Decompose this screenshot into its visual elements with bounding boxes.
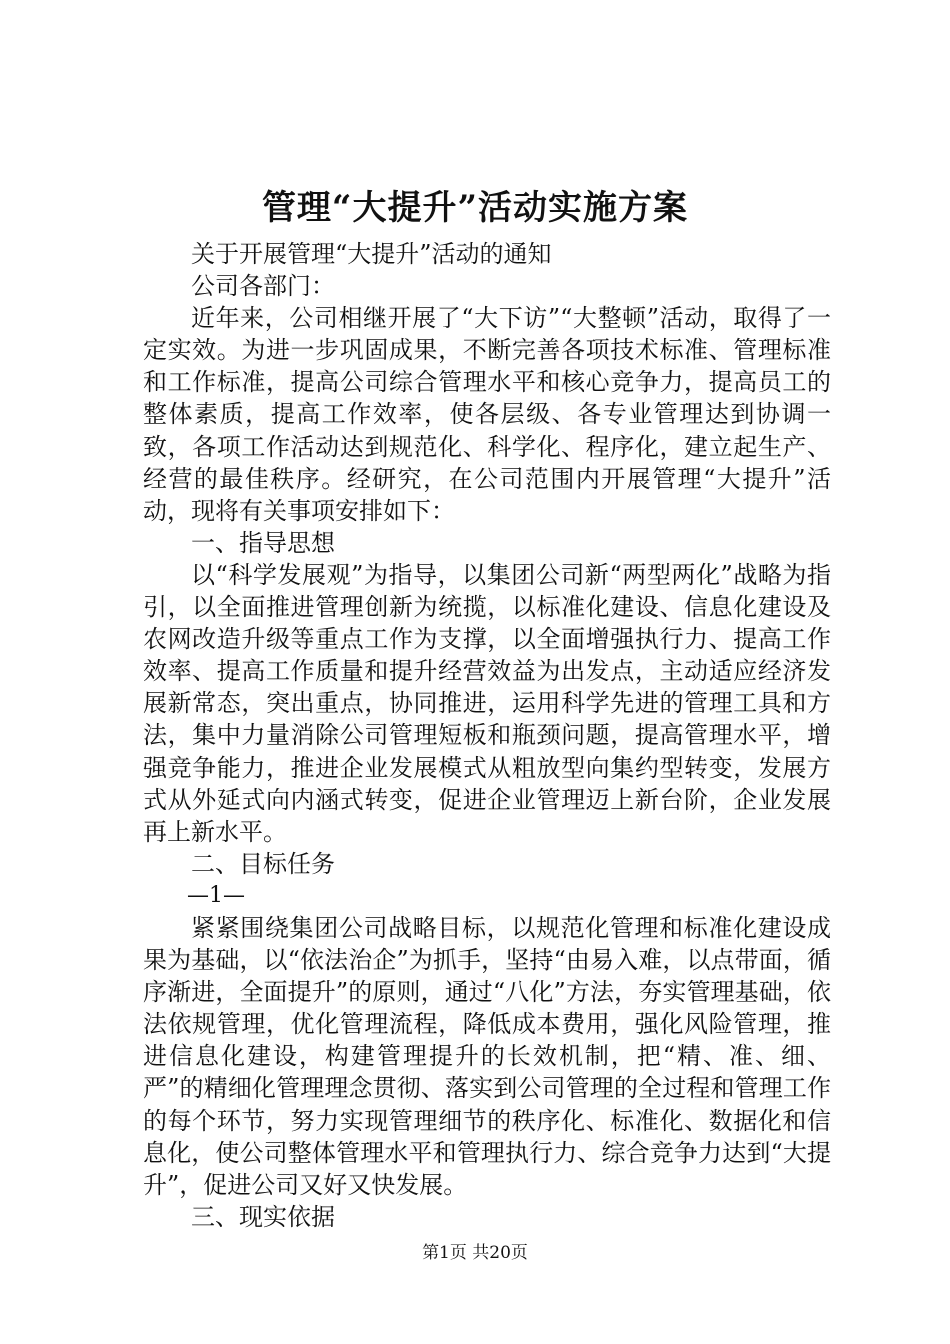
page-footer: 第1页 共20页: [422, 1243, 528, 1263]
section-heading-basis: 三、现实依据: [191, 1202, 335, 1231]
section-heading-guiding-ideology: 一、指导思想: [191, 528, 335, 557]
goals-paragraph: 紧紧围绕集团公司战略目标，以规范化管理和标准化建设成果为基础，以“依法治企”为抓手，坚持“由易入难，以点带面，循序渐进，全面提升”的原则，通过“八化”方法，夯实管理基础，依法依规管理，优化管理流程，降低成本费用，强化风险管理，推进信息化建设，构建管理提升的长效机制，把“精、准、细、严”的精细化管理理念贯彻、落实到公司管理的全过程和管理工作的每个环节，努力实现管理细节的秩序化、标准化、数据化和信息化，使公司整体管理水平和管理执行力、综合竞争力达到“大提升”，促进公司又好又快发展。: [143, 913, 831, 1199]
guiding-ideology-paragraph: 以“科学发展观”为指导，以集团公司新“两型两化”战略为指引，以全面推进管理创新为统揽，以标准化建设、信息化建设及农网改造升级等重点工作为支撑，以全面增强执行力、提高工作效率、提高工作质量和提升经营效益为出发点，主动适应经济发展新常态，突出重点，协同推进，运用科学先进的管理工具和方法，集中力量消除公司管理短板和瓶颈问题，提高管理水平，增强竞争能力，推进企业发展模式从粗放型向集约型转变，发展方式从外延式向内涵式转变，促进企业管理迈上新台阶，企业发展再上新水平。: [143, 560, 831, 846]
inline-page-marker: —1—: [187, 882, 245, 908]
document-body: [143, 238, 831, 1233]
section-heading-goals: 二、目标任务: [191, 849, 335, 878]
document-title: 管理“大提升”活动实施方案: [261, 188, 689, 228]
intro-paragraph: 近年来，公司相继开展了“大下访”“大整顿”活动，取得了一定实效。为进一步巩固成果，不断完善各项技术标准、管理标准和工作标准，提高公司综合管理水平和核心竞争力，提高员工的整体素质，提高工作效率，使各层级、各专业管理达到协调一致，各项工作活动达到规范化、科学化、程序化，建立起生产、经营的最佳秩序。经研究，在公司范围内开展管理“大提升”活动，现将有关事项安排如下：: [143, 304, 831, 525]
notice-heading: 关于开展管理“大提升”活动的通知: [191, 240, 552, 268]
salutation: 公司各部门：: [191, 272, 335, 301]
